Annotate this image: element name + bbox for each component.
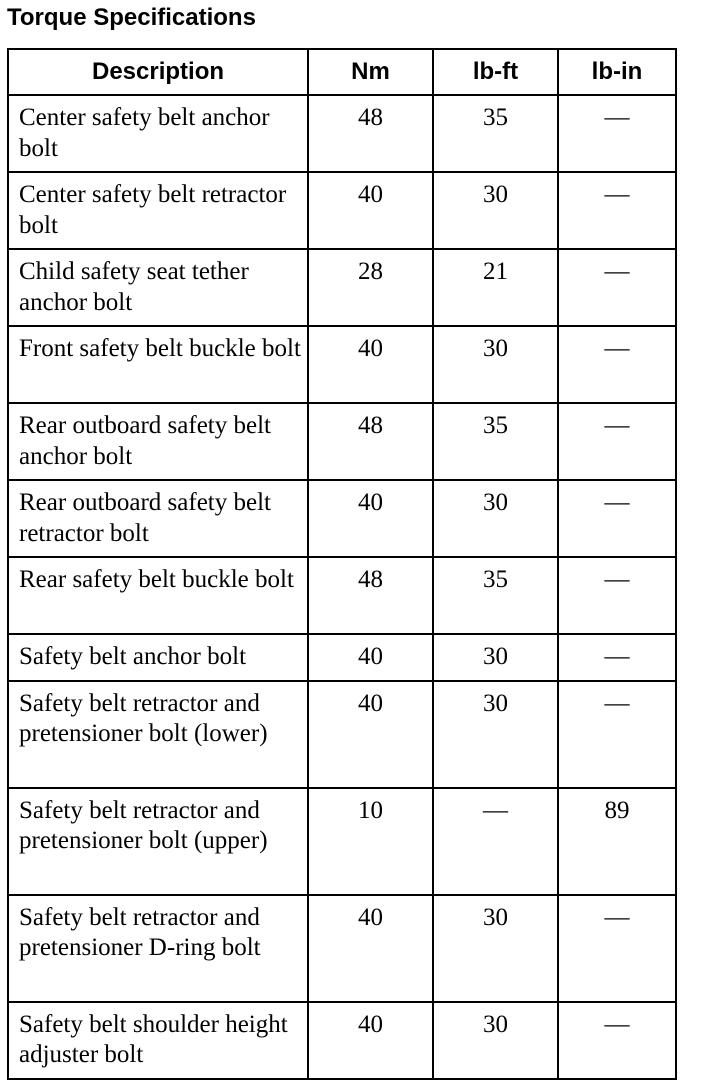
cell-lb-ft: 21 (433, 249, 558, 326)
cell-lb-in: — (558, 895, 676, 1002)
cell-lb-ft: 30 (433, 326, 558, 403)
header-lb-in: lb-in (558, 49, 676, 95)
cell-description: Center safety belt anchor bolt (19, 104, 270, 162)
cell-nm: 40 (308, 1002, 433, 1079)
cell-nm: 28 (308, 249, 433, 326)
cell-lb-in: — (558, 326, 676, 403)
cell-nm: 40 (308, 326, 433, 403)
cell-description: Safety belt shoulder height adjuster bolt (19, 1010, 288, 1068)
cell-lb-in: — (558, 403, 676, 480)
table-row (8, 326, 676, 403)
cell-lb-ft: 30 (433, 480, 558, 557)
table-row (8, 249, 676, 326)
cell-lb-in: — (558, 681, 676, 788)
header-description: Description (8, 49, 308, 95)
cell-lb-ft: 35 (433, 95, 558, 172)
cell-lb-ft: — (433, 788, 558, 895)
page-title: Torque Specifications (7, 4, 256, 31)
cell-description: Rear outboard safety belt retractor bolt (19, 489, 271, 547)
cell-nm: 40 (308, 172, 433, 249)
cell-description: Child safety seat tether anchor bolt (19, 258, 249, 316)
cell-lb-in: 89 (558, 788, 676, 895)
table-row (8, 172, 676, 249)
cell-lb-ft: 35 (433, 403, 558, 480)
header-lb-ft: lb-ft (433, 49, 558, 95)
table-row (8, 403, 676, 480)
cell-nm: 10 (308, 788, 433, 895)
cell-lb-ft: 30 (433, 634, 558, 681)
table-row (8, 634, 676, 681)
cell-nm: 40 (308, 895, 433, 1002)
cell-lb-ft: 30 (433, 172, 558, 249)
cell-description: Safety belt retractor and pretensioner D-ring bolt (19, 903, 261, 961)
cell-nm: 48 (308, 95, 433, 172)
table-row (8, 681, 676, 788)
cell-lb-in: — (558, 1002, 676, 1079)
cell-lb-in: — (558, 249, 676, 326)
cell-description: Center safety belt retractor bolt (19, 181, 287, 239)
cell-nm: 48 (308, 403, 433, 480)
cell-lb-in: — (558, 480, 676, 557)
table-row (8, 557, 676, 634)
cell-nm: 48 (308, 557, 433, 634)
cell-description: Rear safety belt buckle bolt (19, 566, 294, 593)
cell-nm: 40 (308, 681, 433, 788)
cell-lb-ft: 30 (433, 681, 558, 788)
cell-lb-in: — (558, 172, 676, 249)
cell-description: Safety belt retractor and pretensioner bolt (upper) (19, 796, 268, 854)
table-header-row (8, 49, 676, 95)
cell-nm: 40 (308, 480, 433, 557)
table-row (8, 895, 676, 1002)
cell-lb-ft: 30 (433, 895, 558, 1002)
cell-lb-in: — (558, 634, 676, 681)
table-row (8, 95, 676, 172)
cell-nm: 40 (308, 634, 433, 681)
cell-lb-ft: 35 (433, 557, 558, 634)
cell-description: Rear outboard safety belt anchor bolt (19, 412, 271, 470)
cell-description: Front safety belt buckle bolt (19, 335, 301, 362)
table-row (8, 788, 676, 895)
cell-lb-in: — (558, 557, 676, 634)
cell-lb-ft: 30 (433, 1002, 558, 1079)
table-row (8, 480, 676, 557)
table-row (8, 1002, 676, 1079)
header-nm: Nm (308, 49, 433, 95)
cell-description: Safety belt retractor and pretensioner bolt (lower) (19, 689, 268, 747)
torque-spec-table (7, 48, 677, 1080)
cell-description: Safety belt anchor bolt (19, 643, 247, 670)
cell-lb-in: — (558, 95, 676, 172)
